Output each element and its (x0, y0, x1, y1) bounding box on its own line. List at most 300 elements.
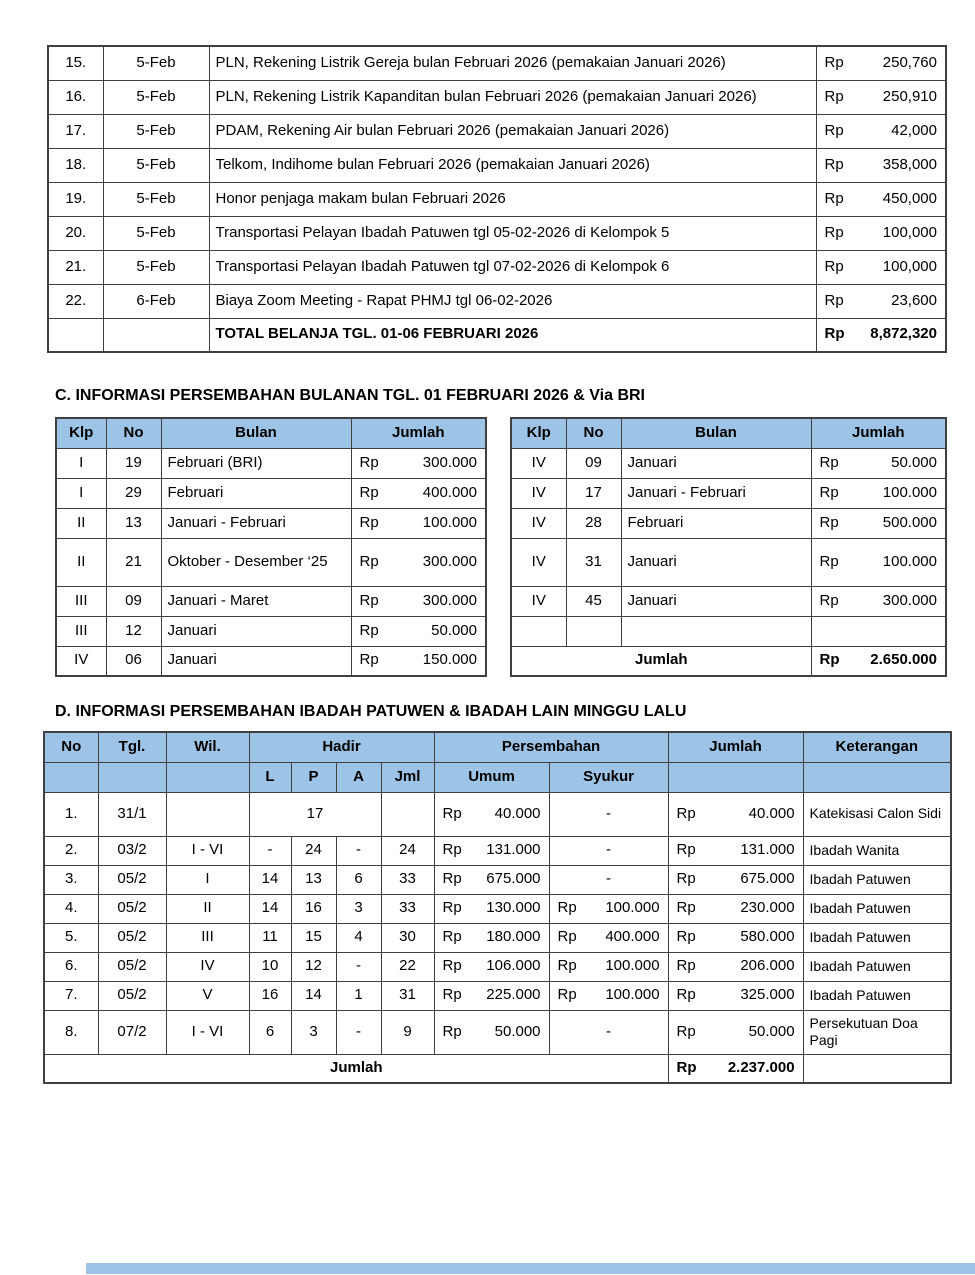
cell-wil: I - VI (166, 1010, 249, 1054)
expense-total-row (48, 318, 946, 352)
cell-jml: 22 (381, 952, 434, 981)
cell-wil: V (166, 981, 249, 1010)
cell-no: 29 (106, 478, 161, 508)
amount-value: 2.650.000 (870, 651, 937, 669)
d-body (44, 792, 951, 1083)
currency-label: Rp (442, 899, 462, 917)
amount-value: 100.000 (605, 957, 660, 975)
amount-cell (434, 792, 549, 836)
amount-cell (811, 616, 946, 646)
expense-row (48, 114, 946, 148)
cell-klp: II (56, 538, 106, 586)
col-header-umum: Umum (434, 762, 549, 792)
currency-label: Rp (359, 591, 379, 609)
amount-value: 8,872,320 (870, 325, 937, 343)
cell-a: - (336, 1010, 381, 1054)
amount-value: 2.237.000 (727, 1058, 795, 1076)
cell-no: 21 (106, 538, 161, 586)
cell-keterangan: Ibadah Wanita (803, 836, 951, 865)
amount-value: 675.000 (486, 870, 541, 888)
amount-value: 358,000 (882, 155, 937, 173)
cell-bulan: Oktober - Desember ‘25 (161, 538, 351, 586)
amount-cell (668, 923, 803, 952)
currency-label: Rp (819, 483, 839, 501)
cell-description: PDAM, Rekening Air bulan Februari 2026 (pemakaian Januari 2026) (209, 114, 816, 148)
currency-label: Rp (359, 552, 379, 570)
expense-table (47, 45, 947, 353)
cell-description: PLN, Rekening Listrik Kapanditan bulan Februari 2026 (pemakaian Januari 2026) (209, 80, 816, 114)
currency-label: Rp (442, 1022, 462, 1040)
amount-value: 50.000 (431, 621, 477, 639)
col-header-no: No (566, 418, 621, 448)
amount-value: 400.000 (605, 928, 660, 946)
currency-label: Rp (676, 1022, 696, 1040)
amount-cell (816, 318, 946, 352)
offering-row (511, 538, 946, 586)
currency-label: Rp (824, 223, 844, 241)
cell-bulan: Januari - Maret (161, 586, 351, 616)
cell-l: 11 (249, 923, 291, 952)
amount-cell (549, 894, 668, 923)
currency-label: Rp (819, 591, 839, 609)
col-header-empty (803, 762, 951, 792)
col-header-jml: Jml (381, 762, 434, 792)
cell-description: Telkom, Indihome bulan Februari 2026 (pemakaian Januari 2026) (209, 148, 816, 182)
cell-no: 8. (44, 1010, 98, 1054)
cell-p: 14 (291, 981, 336, 1010)
amount-value: 23,600 (891, 291, 937, 309)
cell-no: 06 (106, 646, 161, 676)
currency-label: Rp (676, 870, 696, 888)
cell-no: 18. (48, 148, 103, 182)
cell-tgl: 03/2 (98, 836, 166, 865)
currency-label: Rp (676, 928, 696, 946)
cell-no: 2. (44, 836, 98, 865)
col-header-tgl: Tgl. (98, 732, 166, 762)
currency-label: Rp (442, 870, 462, 888)
amount-value: 50.000 (748, 1022, 795, 1040)
cell-keterangan: Ibadah Patuwen (803, 894, 951, 923)
amount-value: 100.000 (422, 513, 477, 531)
amount-value: 250,910 (882, 87, 937, 105)
amount-cell: - (549, 1010, 668, 1054)
cell-no: 13 (106, 508, 161, 538)
cell-klp: IV (511, 538, 566, 586)
cell-klp: I (56, 478, 106, 508)
currency-label: Rp (819, 651, 840, 669)
cell-klp: IV (511, 586, 566, 616)
col-header-persembahan: Persembahan (434, 732, 668, 762)
col-header-bulan: Bulan (161, 418, 351, 448)
cell-bulan: Januari - Februari (621, 478, 811, 508)
cell-klp: IV (511, 448, 566, 478)
monthly-offering-table-left (55, 417, 487, 677)
patuwen-row (44, 792, 951, 836)
cell-bulan: Januari (161, 646, 351, 676)
currency-label: Rp (824, 155, 844, 173)
amount-value: 50.000 (494, 1022, 541, 1040)
col-header-jumlah: Jumlah (351, 418, 486, 448)
offering-row (511, 586, 946, 616)
cell-date: 5-Feb (103, 182, 209, 216)
currency-label: Rp (442, 928, 462, 946)
cell-date: 5-Feb (103, 114, 209, 148)
amount-cell (816, 80, 946, 114)
amount-value: 100.000 (605, 986, 660, 1004)
amount-value: 42,000 (891, 121, 937, 139)
col-header-bulan: Bulan (621, 418, 811, 448)
offering-row (511, 448, 946, 478)
patuwen-row (44, 836, 951, 865)
cell-jml (381, 792, 434, 836)
offering-row (56, 538, 486, 586)
amount-cell (811, 538, 946, 586)
amount-cell: - (549, 865, 668, 894)
currency-label: Rp (676, 804, 696, 822)
col-header-keterangan: Keterangan (803, 732, 951, 762)
patuwen-row (44, 1010, 951, 1054)
offering-row (56, 508, 486, 538)
section-c-title: C. INFORMASI PERSEMBAHAN BULANAN TGL. 01 FEBRUARI 2026 & Via BRI (55, 387, 645, 404)
col-header-hadir: Hadir (249, 732, 434, 762)
currency-label: Rp (557, 899, 577, 917)
cell-no (566, 616, 621, 646)
col-header-p: P (291, 762, 336, 792)
cell-no: 15. (48, 46, 103, 80)
amount-cell (434, 952, 549, 981)
amount-value: 100.000 (882, 483, 937, 501)
col-header-syukur: Syukur (549, 762, 668, 792)
currency-label: Rp (359, 453, 379, 471)
cell-a: - (336, 952, 381, 981)
currency-label: Rp (557, 928, 577, 946)
total-label: Jumlah (44, 1054, 668, 1083)
offering-row (511, 508, 946, 538)
col-header-a: A (336, 762, 381, 792)
amount-cell: - (549, 792, 668, 836)
amount-cell (351, 448, 486, 478)
currency-label: Rp (676, 957, 696, 975)
amount-value: 300.000 (422, 453, 477, 471)
expense-row (48, 284, 946, 318)
cell-p: 13 (291, 865, 336, 894)
cell-tgl: 05/2 (98, 865, 166, 894)
currency-label: Rp (819, 453, 839, 471)
cell-empty (803, 1054, 951, 1083)
cell-p: 12 (291, 952, 336, 981)
amount-cell (668, 836, 803, 865)
cell-wil: I - VI (166, 836, 249, 865)
cell-date: 5-Feb (103, 216, 209, 250)
amount-value: 100.000 (882, 552, 937, 570)
cell-keterangan: Ibadah Patuwen (803, 923, 951, 952)
cell-a: 4 (336, 923, 381, 952)
col-header-empty (668, 762, 803, 792)
col-header-l: L (249, 762, 291, 792)
cell-bulan: Januari (621, 538, 811, 586)
amount-value: 230.000 (740, 899, 795, 917)
patuwen-row (44, 981, 951, 1010)
amount-value: 400.000 (422, 483, 477, 501)
col-header-klp: Klp (511, 418, 566, 448)
amount-cell (351, 616, 486, 646)
amount-cell (668, 981, 803, 1010)
amount-value: 500.000 (882, 513, 937, 531)
cell-date: 6-Feb (103, 284, 209, 318)
cell-no: 22. (48, 284, 103, 318)
amount-cell (816, 250, 946, 284)
currency-label: Rp (359, 483, 379, 501)
offering-row (56, 616, 486, 646)
amount-value: 325.000 (740, 986, 795, 1004)
amount-cell (816, 148, 946, 182)
amount-cell (668, 1054, 803, 1083)
amount-value: 300.000 (882, 591, 937, 609)
cell-no: 09 (106, 586, 161, 616)
patuwen-row (44, 923, 951, 952)
cell-l: 16 (249, 981, 291, 1010)
amount-value: 131.000 (486, 841, 541, 859)
currency-label: Rp (359, 621, 379, 639)
cell-empty (103, 318, 209, 352)
amount-cell (434, 1010, 549, 1054)
cell-jml: 30 (381, 923, 434, 952)
cell-keterangan: Ibadah Patuwen (803, 981, 951, 1010)
col-header-no: No (106, 418, 161, 448)
expense-row (48, 148, 946, 182)
patuwen-total-row (44, 1054, 951, 1083)
cell-jml: 9 (381, 1010, 434, 1054)
cell-bulan (621, 616, 811, 646)
expense-table-body (48, 46, 946, 352)
amount-value: 100.000 (605, 899, 660, 917)
cell-wil (166, 792, 249, 836)
currency-label: Rp (824, 189, 844, 207)
amount-value: 50.000 (891, 453, 937, 471)
amount-cell (811, 586, 946, 616)
col-header-jumlah: Jumlah (668, 732, 803, 762)
cell-a: 3 (336, 894, 381, 923)
amount-cell (434, 836, 549, 865)
amount-cell (351, 478, 486, 508)
cell-a: - (336, 836, 381, 865)
amount-cell (668, 952, 803, 981)
amount-cell (811, 448, 946, 478)
expense-row (48, 216, 946, 250)
amount-cell (549, 952, 668, 981)
cell-no: 6. (44, 952, 98, 981)
amount-cell (549, 923, 668, 952)
amount-value: 100,000 (882, 257, 937, 275)
patuwen-offering-table (43, 731, 952, 1084)
offering-row (56, 586, 486, 616)
cell-tgl: 05/2 (98, 894, 166, 923)
cell-wil: IV (166, 952, 249, 981)
cell-bulan: Januari (161, 616, 351, 646)
amount-cell (668, 894, 803, 923)
amount-cell (668, 865, 803, 894)
amount-cell (816, 114, 946, 148)
cell-klp: IV (56, 646, 106, 676)
expense-row (48, 46, 946, 80)
col-header-empty (44, 762, 98, 792)
amount-value: 675.000 (740, 870, 795, 888)
cell-bulan: Januari - Februari (161, 508, 351, 538)
cell-date: 5-Feb (103, 80, 209, 114)
cell-keterangan: Katekisasi Calon Sidi (803, 792, 951, 836)
cell-jml: 33 (381, 894, 434, 923)
currency-label: Rp (824, 53, 844, 71)
cell-no: 12 (106, 616, 161, 646)
currency-label: Rp (359, 513, 379, 531)
cell-description: Honor penjaga makam bulan Februari 2026 (209, 182, 816, 216)
patuwen-row (44, 865, 951, 894)
cell-no: 16. (48, 80, 103, 114)
amount-cell (816, 46, 946, 80)
amount-cell (668, 1010, 803, 1054)
offering-row (56, 646, 486, 676)
amount-cell (811, 508, 946, 538)
expense-row (48, 182, 946, 216)
col-header-wil: Wil. (166, 732, 249, 762)
cell-no: 1. (44, 792, 98, 836)
amount-cell (351, 508, 486, 538)
cell-tgl: 05/2 (98, 923, 166, 952)
currency-label: Rp (676, 899, 696, 917)
amount-value: 580.000 (740, 928, 795, 946)
offering-row (511, 616, 946, 646)
cell-keterangan: Ibadah Patuwen (803, 865, 951, 894)
currency-label: Rp (824, 257, 844, 275)
cell-no: 09 (566, 448, 621, 478)
cell-description: PLN, Rekening Listrik Gereja bulan Februari 2026 (pemakaian Januari 2026) (209, 46, 816, 80)
col-header-no: No (44, 732, 98, 762)
cell-klp: II (56, 508, 106, 538)
amount-value: 250,760 (882, 53, 937, 71)
cell-p: 24 (291, 836, 336, 865)
currency-label: Rp (557, 986, 577, 1004)
patuwen-row (44, 894, 951, 923)
cell-description: Transportasi Pelayan Ibadah Patuwen tgl 05-02-2026 di Kelompok 5 (209, 216, 816, 250)
section-d-title: D. INFORMASI PERSEMBAHAN IBADAH PATUWEN & IBADAH LAIN MINGGU LALU (55, 703, 687, 720)
amount-value: 40.000 (748, 804, 795, 822)
cell-keterangan: Persekutuan Doa Pagi (803, 1010, 951, 1054)
cell-empty (48, 318, 103, 352)
cell-wil: III (166, 923, 249, 952)
cell-no: 5. (44, 923, 98, 952)
cell-no: 17. (48, 114, 103, 148)
cell-klp: I (56, 448, 106, 478)
col-header-klp: Klp (56, 418, 106, 448)
currency-label: Rp (557, 957, 577, 975)
amount-value: 300.000 (422, 552, 477, 570)
cell-l: 14 (249, 894, 291, 923)
cell-no: 19 (106, 448, 161, 478)
amount-cell (351, 538, 486, 586)
amount-cell (816, 284, 946, 318)
currency-label: Rp (819, 552, 839, 570)
cell-wil: I (166, 865, 249, 894)
amount-cell (434, 923, 549, 952)
total-label: TOTAL BELANJA TGL. 01-06 FEBRUARI 2026 (209, 318, 816, 352)
cell-tgl: 31/1 (98, 792, 166, 836)
currency-label: Rp (676, 1058, 697, 1076)
cell-klp (511, 616, 566, 646)
amount-cell (434, 865, 549, 894)
cell-l: 14 (249, 865, 291, 894)
amount-value: 225.000 (486, 986, 541, 1004)
currency-label: Rp (824, 121, 844, 139)
cell-no: 17 (566, 478, 621, 508)
amount-cell (816, 216, 946, 250)
offering-row (56, 448, 486, 478)
amount-cell (811, 646, 946, 676)
cell-bulan: Februari (BRI) (161, 448, 351, 478)
amount-value: 180.000 (486, 928, 541, 946)
cell-p: 16 (291, 894, 336, 923)
cell-description: Transportasi Pelayan Ibadah Patuwen tgl 07-02-2026 di Kelompok 6 (209, 250, 816, 284)
currency-label: Rp (442, 986, 462, 1004)
expense-row (48, 250, 946, 284)
cell-wil: II (166, 894, 249, 923)
cell-no: 45 (566, 586, 621, 616)
amount-cell (434, 981, 549, 1010)
cell-bulan: Februari (621, 508, 811, 538)
cell-l: - (249, 836, 291, 865)
amount-value: 40.000 (494, 804, 541, 822)
cell-date: 5-Feb (103, 148, 209, 182)
cell-date: 5-Feb (103, 250, 209, 284)
col-header-jumlah: Jumlah (811, 418, 946, 448)
cell-description: Biaya Zoom Meeting - Rapat PHMJ tgl 06-02-2026 (209, 284, 816, 318)
amount-value: 150.000 (422, 651, 477, 669)
cell-bulan: Januari (621, 448, 811, 478)
cell-no: 20. (48, 216, 103, 250)
c-right-body (511, 448, 946, 676)
amount-value: 131.000 (740, 841, 795, 859)
cell-tgl: 05/2 (98, 952, 166, 981)
currency-label: Rp (824, 87, 844, 105)
cell-no: 4. (44, 894, 98, 923)
currency-label: Rp (442, 957, 462, 975)
cell-no: 21. (48, 250, 103, 284)
amount-value: 206.000 (740, 957, 795, 975)
cell-klp: IV (511, 508, 566, 538)
cell-date: 5-Feb (103, 46, 209, 80)
cell-p: 3 (291, 1010, 336, 1054)
cell-klp: III (56, 586, 106, 616)
cell-a: 1 (336, 981, 381, 1010)
currency-label: Rp (824, 291, 844, 309)
amount-cell (351, 646, 486, 676)
currency-label: Rp (676, 841, 696, 859)
cell-no: 28 (566, 508, 621, 538)
amount-value: 106.000 (486, 957, 541, 975)
amount-value: 450,000 (882, 189, 937, 207)
cell-tgl: 07/2 (98, 1010, 166, 1054)
amount-value: 300.000 (422, 591, 477, 609)
cell-bulan: Februari (161, 478, 351, 508)
offering-row (56, 478, 486, 508)
amount-cell (816, 182, 946, 216)
amount-cell (549, 981, 668, 1010)
cell-jml: 31 (381, 981, 434, 1010)
cell-tgl: 05/2 (98, 981, 166, 1010)
cell-p: 15 (291, 923, 336, 952)
amount-cell (351, 586, 486, 616)
currency-label: Rp (676, 986, 696, 1004)
cell-hadir-merged: 17 (249, 792, 381, 836)
